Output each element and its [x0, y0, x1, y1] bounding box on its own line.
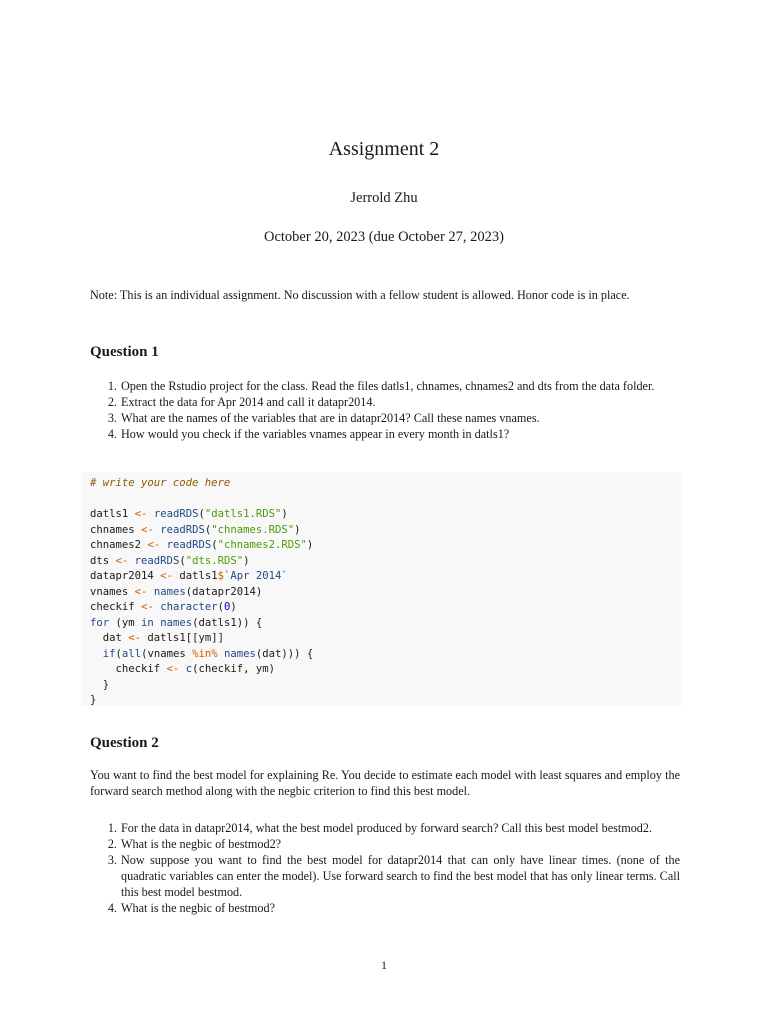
question-2-item: 2. What is the negbic of bestmod2? [120, 836, 680, 852]
document-date: October 20, 2023 (due October 27, 2023) [264, 229, 504, 245]
question-1-list [90, 378, 680, 442]
code-line: chnames2 <- readRDS("chnames2.RDS") [90, 539, 314, 551]
page-number: 1 [381, 958, 387, 972]
question-2-item: 1. For the data in datapr2014, what the best model produced by forward search? Call this best model bestmod2. [120, 820, 680, 836]
assignment-note: Note: This is an individual assignment. No discussion with a fellow student is allowed. Honor code is in place. [90, 288, 630, 302]
code-line: dts <- readRDS("dts.RDS") [90, 554, 250, 567]
r-code-block [82, 472, 682, 706]
document-author: Jerrold Zhu [350, 190, 418, 206]
question-1-item: 2. Extract the data for Apr 2014 and call it datapr2014. [120, 394, 680, 410]
question-2-list [90, 820, 680, 916]
code-line: if(all(vnames %in% names(dat))) { [102, 647, 314, 660]
code-comment: # write your code here [90, 477, 231, 489]
question-2-intro: You want to find the best model for explaining Re. You decide to estimate each model with least squares and employ the forward search method along with the negbic criterion to find this best model. [90, 768, 680, 798]
question-2-heading: Question 2 [90, 735, 159, 751]
question-1-item: 4. How would you check if the variables vnames appear in every month in datls1? [120, 426, 680, 442]
code-line: checkif <- c(checkif, ym) [90, 663, 276, 675]
code-line: datapr2014 <- datls1$`Apr 2014` [90, 570, 288, 582]
question-1-item: 1. Open the Rstudio project for the class. Read the files datls1, chnames, chnames2 and dts from the data folder. [120, 378, 680, 394]
code-line: } [90, 678, 110, 691]
document-title: Assignment 2 [328, 138, 440, 160]
code-line: chnames <- readRDS("chnames.RDS") [90, 523, 301, 536]
question-1-heading: Question 1 [90, 344, 159, 360]
code-line: vnames <- names(datapr2014) [90, 585, 263, 598]
code-line: } [90, 694, 97, 706]
code-line: checkif <- character(0) [90, 601, 237, 613]
question-2-item: 3. Now suppose you want to find the best model for datapr2014 that can only have linear times. (none of the quadratic variables can enter the model). Use forward search to find the best model that has only linear terms. Call this best model bestmod. [120, 852, 680, 900]
code-line: datls1 <- readRDS("datls1.RDS") [90, 508, 288, 520]
question-2-item: 4. What is the negbic of bestmod? [120, 900, 680, 916]
code-line: dat <- datls1[[ym]] [90, 632, 224, 644]
code-line: for (ym in names(datls1)) { [90, 616, 263, 629]
question-1-item: 3. What are the names of the variables that are in datapr2014? Call these names vnames. [120, 410, 680, 426]
